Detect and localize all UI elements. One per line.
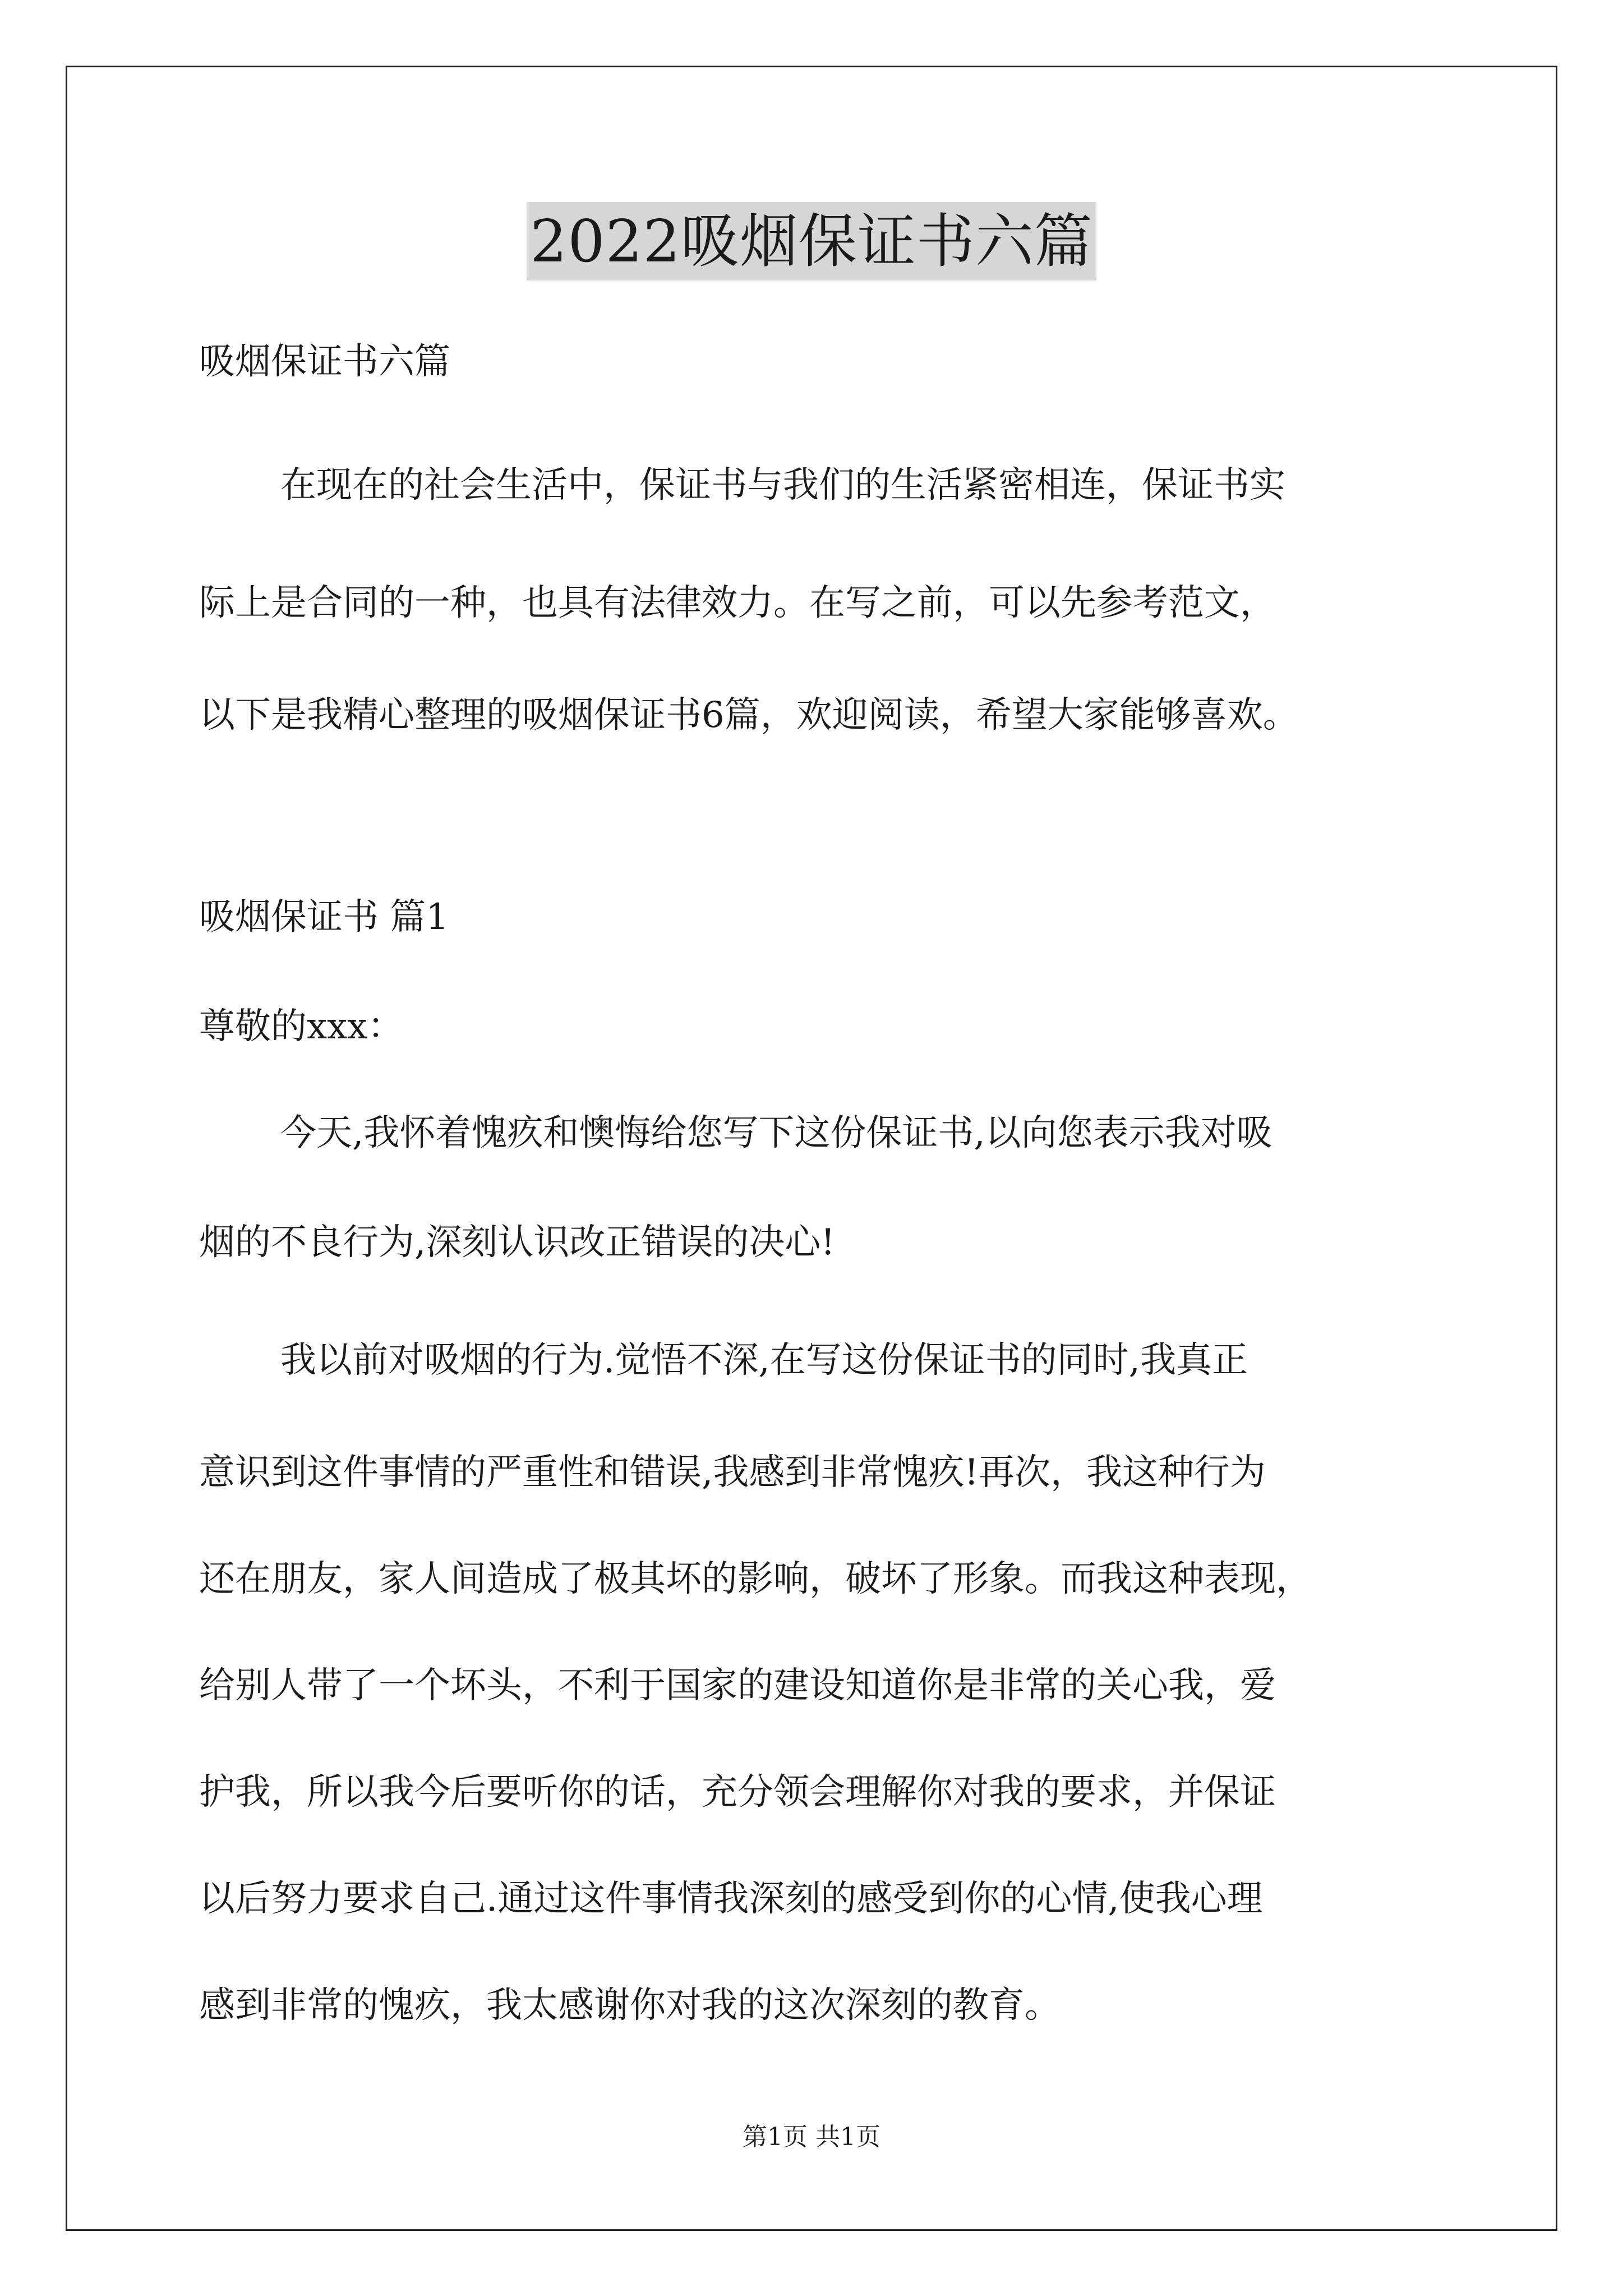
intro-line: 以下是我精心整理的吸烟保证书6篇，欢迎阅读，希望大家能够喜欢。 [199,694,1299,736]
title-container [0,202,1623,280]
paragraph-line: 感到非常的愧疚，我太感谢你对我的这次深刻的教育。 [199,1985,1061,2026]
paragraph-line: 我以前对吸烟的行为.觉悟不深,在写这份保证书的同时,我真正 [280,1340,1248,1381]
intro-line: 在现在的社会生活中，保证书与我们的生活紧密相连，保证书实 [280,464,1285,506]
paragraph-line: 今天,我怀着愧疚和懊悔给您写下这份保证书,以向您表示我对吸 [280,1112,1272,1154]
document-subtitle: 吸烟保证书六篇 [199,341,450,383]
paragraph-line: 意识到这件事情的严重性和错误,我感到非常愧疚!再次，我这种行为 [199,1452,1266,1493]
page-footer: 第1页 共1页 [743,2123,880,2151]
paragraph-line: 烟的不良行为,深刻认识改正错误的决心! [199,1222,836,1263]
document-title: 2022吸烟保证书六篇 [527,202,1096,280]
paragraph-line: 给别人带了一个坏头，不利于国家的建设知道你是非常的关心我，爱 [199,1665,1276,1706]
section-heading: 吸烟保证书 篇1 [199,896,449,938]
paragraph-line: 还在朋友，家人间造成了极其坏的影响，破坏了形象。而我这种表现， [199,1558,1312,1600]
paragraph-line: 护我，所以我今后要听你的话，充分领会理解你对我的要求，并保证 [199,1772,1276,1813]
salutation: 尊敬的xxx： [199,1006,404,1047]
intro-line: 际上是合同的一种，也具有法律效力。在写之前，可以先参考范文， [199,582,1276,624]
paragraph-line: 以后努力要求自己.通过这件事情我深刻的感受到你的心情,使我心理 [199,1878,1263,1920]
